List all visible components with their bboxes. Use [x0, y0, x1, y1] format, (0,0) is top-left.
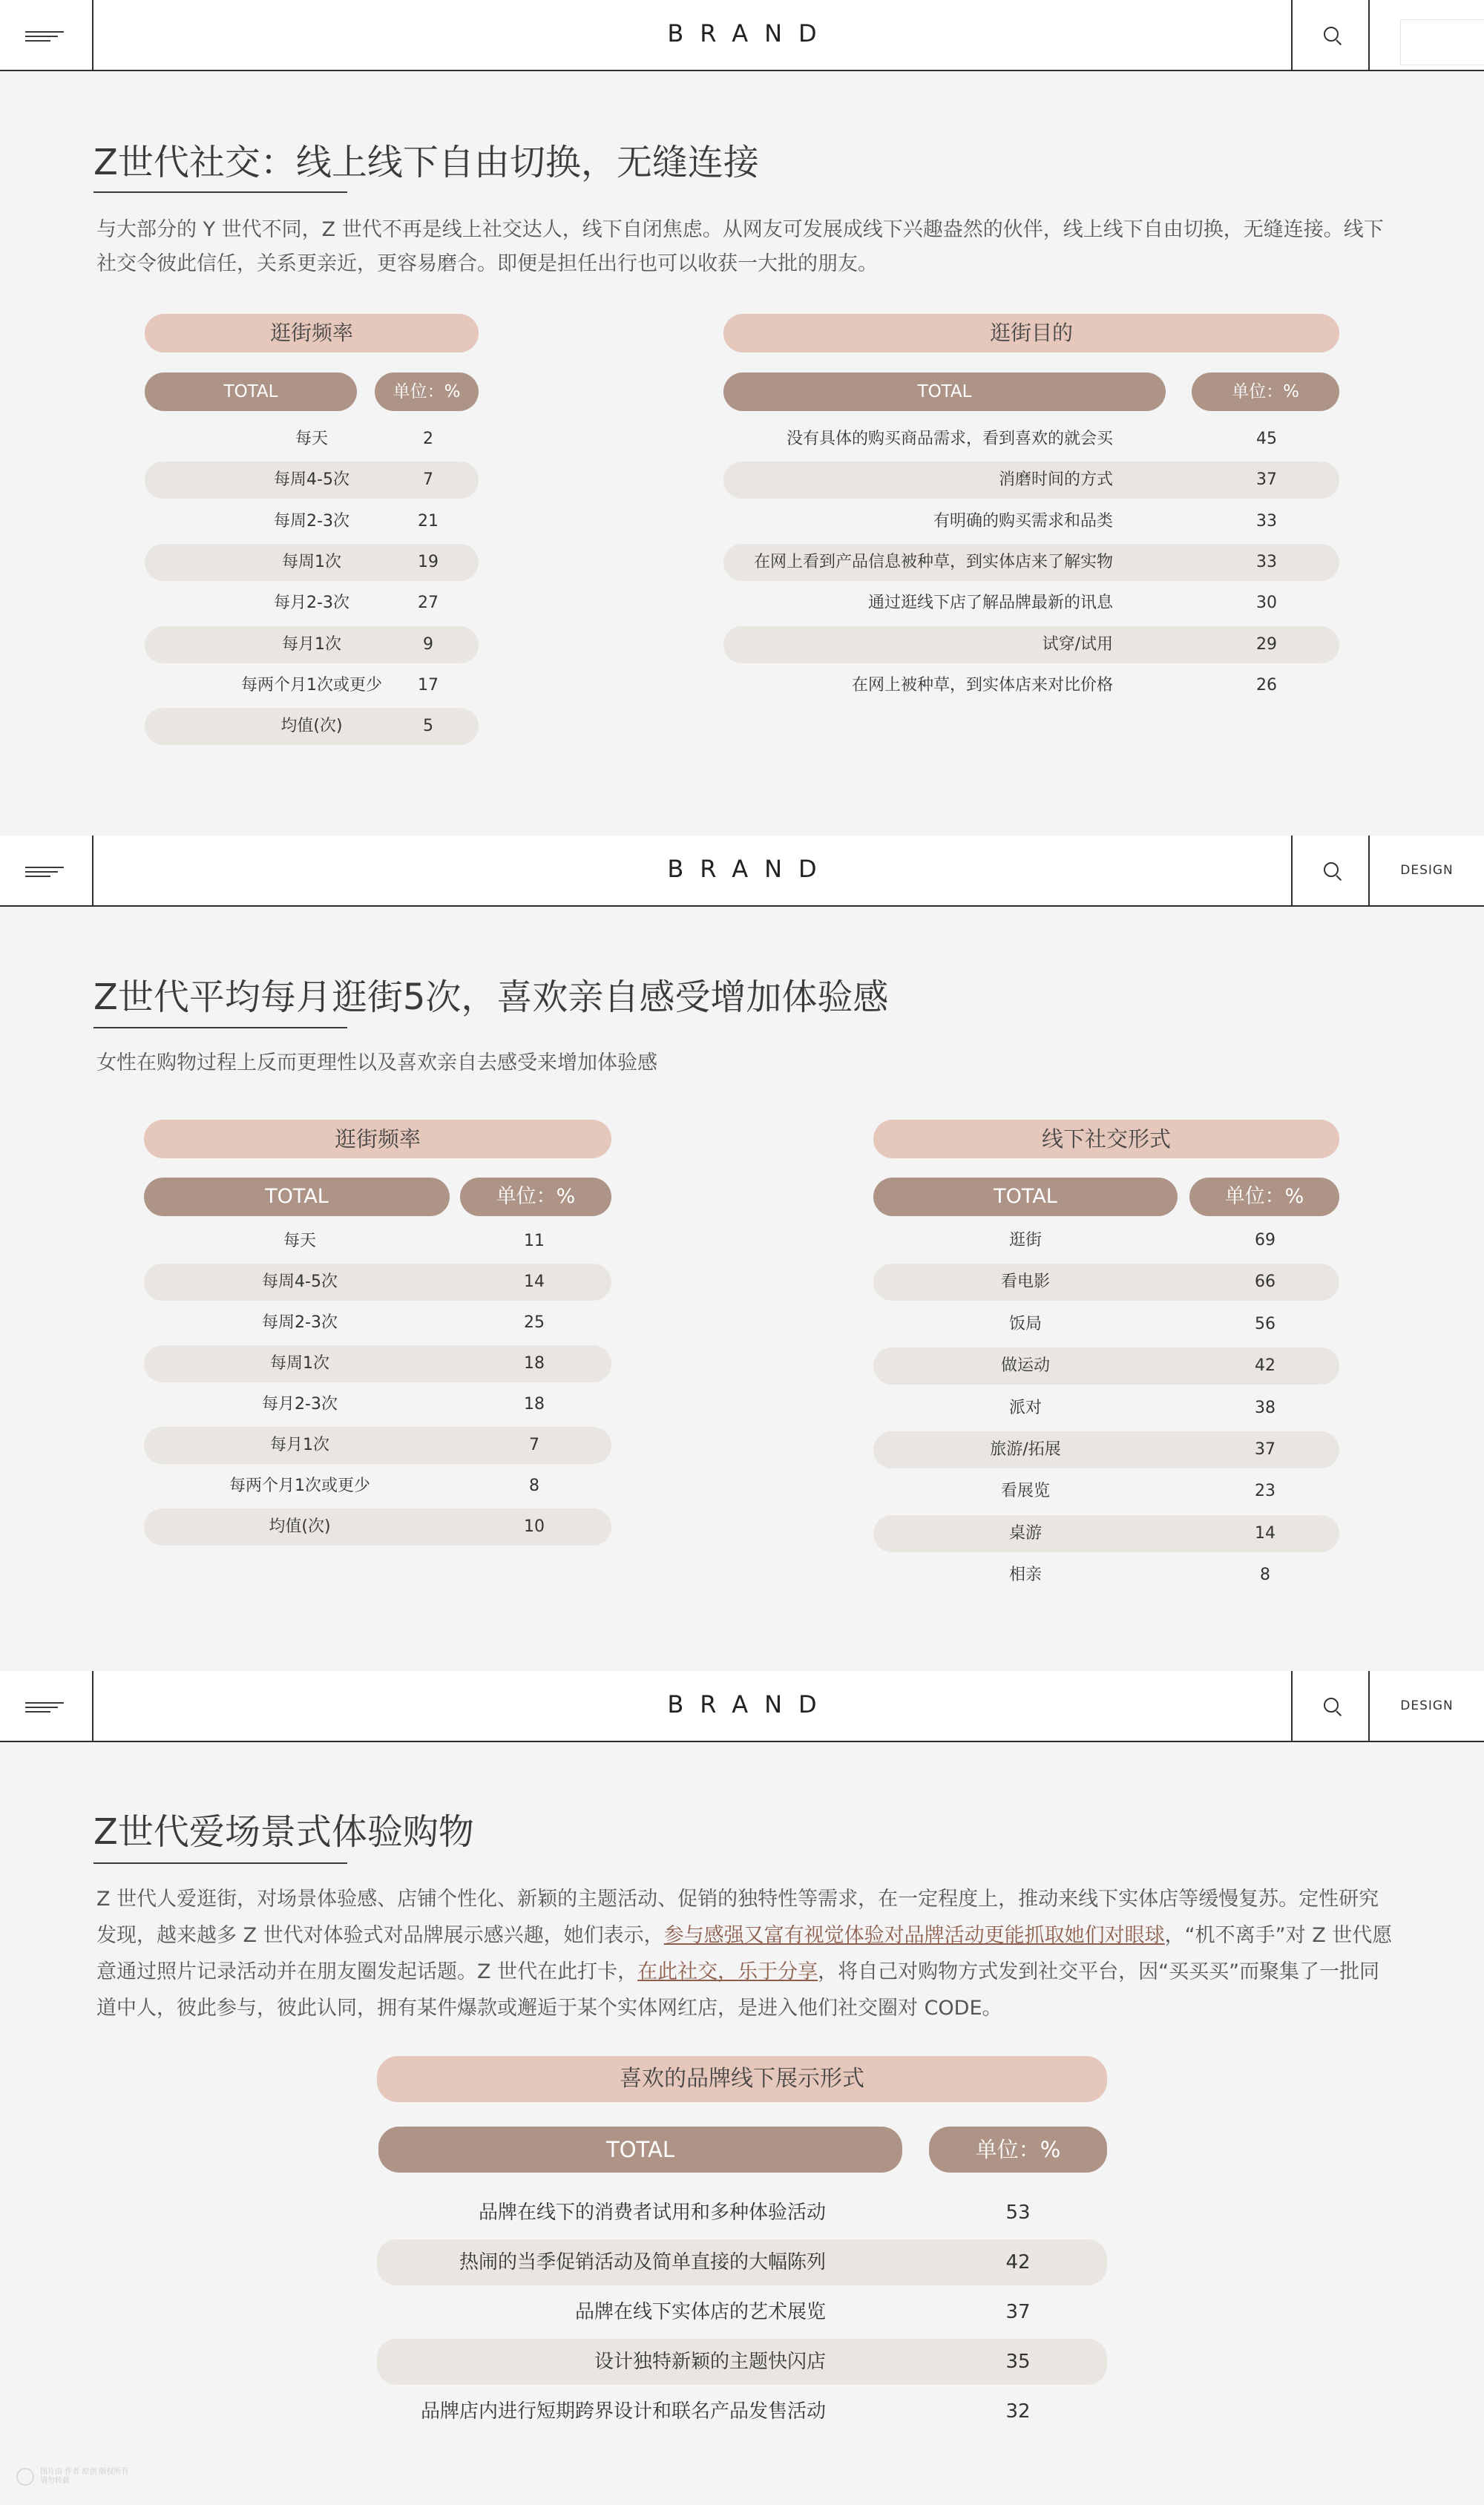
- section-title: Z世代平均每月逛街5次，喜欢亲自感受增加体验感: [93, 976, 889, 1018]
- search-button[interactable]: [1291, 835, 1370, 905]
- table-title: 逛街频率: [145, 314, 479, 352]
- row-label: 每月1次: [282, 635, 341, 654]
- table-row: [144, 1304, 611, 1342]
- row-label: 每两个月1次或更少: [229, 1477, 370, 1495]
- table-row: [144, 1508, 611, 1546]
- row-value: 10: [524, 1517, 545, 1536]
- table-row: [144, 1427, 611, 1464]
- paragraph-text: Z 世代人爱逛街，对场景体验感、店铺个性化、新颖的主题活动、促销的独特性等需求，在一定程度上，推动来线下实体店等缓慢复苏。定性研究发现，越来越多 Z 世代对体验式对品牌展示感兴趣，她们表示，: [96, 1888, 1379, 1947]
- row-value: 56: [1255, 1315, 1275, 1333]
- table-row: [144, 1468, 611, 1505]
- title-underline: [93, 1027, 347, 1028]
- row-value: 9: [423, 635, 433, 654]
- row-value: 33: [1256, 512, 1277, 531]
- title-underline: [93, 1862, 347, 1864]
- table-row: [723, 544, 1339, 581]
- section-paragraph: 女性在购物过程上反而更理性以及喜欢亲自去感受来增加体验感: [96, 1051, 657, 1074]
- col-header-total: TOTAL: [144, 1178, 450, 1216]
- row-label: 看电影: [1000, 1273, 1050, 1291]
- slide-2: [0, 835, 1484, 1670]
- search-button[interactable]: [1291, 1671, 1370, 1741]
- row-label: 品牌店内进行短期跨界设计和联名产品发售活动: [420, 2400, 826, 2423]
- table-row: [145, 667, 479, 704]
- row-label: 每周4-5次: [274, 470, 349, 489]
- table-row: [145, 544, 479, 581]
- row-label: 通过逛线下店了解品牌最新的讯息: [867, 594, 1113, 612]
- table-title: 线下社交形式: [873, 1120, 1339, 1158]
- row-value: 32: [1005, 2400, 1031, 2423]
- row-value: 25: [524, 1313, 545, 1332]
- row-value: 7: [529, 1436, 539, 1454]
- brand-logo: BRAND: [667, 19, 833, 47]
- footer-line: 请勿转载: [40, 2477, 70, 2485]
- table-row: [145, 421, 479, 458]
- row-value: 37: [1256, 470, 1277, 489]
- row-label: 在网上看到产品信息被种草，到实体店来了解实物: [753, 553, 1113, 571]
- row-value: 27: [418, 594, 439, 612]
- row-value: 53: [1005, 2202, 1031, 2224]
- col-header-unit: 单位：%: [460, 1178, 611, 1216]
- highlight-link[interactable]: 在此社交，乐于分享: [637, 1960, 818, 1983]
- table-row: [723, 667, 1339, 704]
- logo-icon: [16, 2468, 34, 2486]
- row-value: 18: [524, 1354, 545, 1373]
- slide-3: [0, 1671, 1484, 2505]
- top-nav-bar: [0, 1671, 1484, 1742]
- row-label: 每两个月1次或更少: [241, 676, 382, 695]
- row-label: 每周2-3次: [274, 512, 349, 531]
- footer-watermark: [16, 2468, 129, 2486]
- top-nav-bar: [0, 0, 1484, 71]
- row-value: 42: [1005, 2251, 1031, 2273]
- table-row: [377, 2289, 1107, 2335]
- table-row: [377, 2339, 1107, 2385]
- row-label: 每月2-3次: [274, 594, 349, 612]
- row-label: 均值(次): [280, 717, 343, 735]
- row-label: 没有具体的购买商品需求，看到喜欢的就会买: [786, 430, 1113, 448]
- search-button[interactable]: [1291, 0, 1370, 70]
- row-label: 每天: [295, 430, 328, 448]
- brand-logo: BRAND: [667, 1690, 833, 1718]
- paragraph-text: ，“机不离手”对 Z 世代愿意通过照片记录活动并在朋友圈发起话题。Z 世代在此打卡，: [96, 1924, 1393, 1983]
- table-row: [873, 1557, 1339, 1594]
- table-title: 逛街频率: [144, 1120, 611, 1158]
- row-label: 每月2-3次: [262, 1395, 338, 1414]
- row-value: 37: [1005, 2301, 1031, 2323]
- slide-1: [0, 0, 1484, 834]
- table-row: [144, 1345, 611, 1382]
- table-row: [144, 1223, 611, 1260]
- row-value: 26: [1256, 676, 1277, 695]
- table-row: [873, 1347, 1339, 1385]
- highlight-link[interactable]: 参与感强又富有视觉体验对品牌活动更能抓取她们对眼球: [663, 1924, 1165, 1947]
- table-row: [873, 1473, 1339, 1510]
- row-value: 2: [423, 430, 433, 448]
- row-label: 热闹的当季促销活动及简单直接的大幅陈列: [459, 2251, 826, 2273]
- table-row: [873, 1306, 1339, 1343]
- col-header-unit: 单位：%: [375, 372, 479, 411]
- row-label: 每月1次: [270, 1436, 329, 1454]
- table-row: [145, 462, 479, 499]
- table-row: [873, 1390, 1339, 1427]
- table-title: 喜欢的品牌线下展示形式: [377, 2056, 1107, 2102]
- col-header-total: TOTAL: [873, 1178, 1178, 1216]
- row-label: 有明确的购买需求和品类: [933, 512, 1113, 531]
- row-value: 29: [1256, 635, 1277, 654]
- row-value: 33: [1256, 553, 1277, 571]
- row-value: 42: [1255, 1356, 1275, 1375]
- table-row: [723, 503, 1339, 540]
- row-label: 品牌在线下的消费者试用和多种体验活动: [478, 2202, 826, 2224]
- table-row: [145, 503, 479, 540]
- design-link[interactable]: DESIGN: [1400, 863, 1454, 878]
- row-label: 每周2-3次: [262, 1313, 338, 1332]
- table-row: [144, 1264, 611, 1301]
- row-value: 23: [1255, 1482, 1275, 1500]
- section-title: Z世代社交：线上线下自由切换，无缝连接: [93, 142, 759, 183]
- table-title: 逛街目的: [723, 314, 1339, 352]
- row-value: 8: [529, 1477, 539, 1495]
- row-label: 逛街: [1008, 1231, 1042, 1250]
- row-value: 35: [1005, 2351, 1031, 2373]
- row-label: 在网上被种草，到实体店来对比价格: [851, 676, 1113, 695]
- row-label: 相亲: [1008, 1566, 1042, 1584]
- table-row: [723, 462, 1339, 499]
- table-row: [145, 708, 479, 745]
- row-label: 桌游: [1008, 1524, 1042, 1543]
- table-row: [873, 1264, 1339, 1301]
- row-value: 5: [423, 717, 433, 735]
- col-header-total: TOTAL: [145, 372, 357, 411]
- row-value: 14: [524, 1273, 545, 1291]
- table-row: [723, 626, 1339, 663]
- table-row: [377, 2389, 1107, 2435]
- col-header-unit: 单位：%: [1189, 1178, 1339, 1216]
- row-label: 旅游/拓展: [990, 1440, 1061, 1459]
- table-row: [873, 1431, 1339, 1468]
- row-label: 看展览: [1000, 1482, 1050, 1500]
- row-value: 11: [524, 1232, 545, 1250]
- row-label: 每周4-5次: [262, 1273, 338, 1291]
- row-value: 69: [1255, 1231, 1275, 1250]
- row-value: 66: [1255, 1273, 1275, 1291]
- row-label: 每周1次: [282, 553, 341, 571]
- design-link[interactable]: DESIGN: [1400, 1698, 1454, 1713]
- col-header-unit: 单位：%: [1192, 372, 1339, 411]
- row-value: 7: [423, 470, 433, 489]
- row-label: 品牌在线下实体店的艺术展览: [574, 2301, 826, 2323]
- table-row: [377, 2239, 1107, 2285]
- blank-panel: [1401, 20, 1484, 65]
- row-label: 做运动: [1000, 1356, 1050, 1375]
- col-header-total: TOTAL: [723, 372, 1166, 411]
- table-row: [145, 585, 479, 622]
- row-value: 37: [1255, 1440, 1275, 1459]
- row-label: 消磨时间的方式: [998, 470, 1113, 489]
- row-value: 19: [418, 553, 439, 571]
- table-row: [873, 1222, 1339, 1259]
- paragraph-text: ，将自己对购物方式发到社交平台，因“买买买”而聚集了一批同道中人，彼此参与，彼此认同，拥有某件爆款或邂逅于某个实体网红店，是进入他们社交圈对 CODE。: [96, 1960, 1380, 2020]
- table-row: [145, 626, 479, 663]
- row-value: 21: [418, 512, 439, 531]
- row-value: 18: [524, 1395, 545, 1414]
- row-value: 8: [1260, 1566, 1270, 1584]
- table-row: [723, 585, 1339, 622]
- row-label: 均值(次): [269, 1517, 331, 1536]
- top-nav-bar: [0, 835, 1484, 907]
- table-row: [723, 421, 1339, 458]
- section-title: Z世代爱场景式体验购物: [93, 1811, 474, 1853]
- col-header-unit: 单位：%: [929, 2127, 1107, 2173]
- table-row: [377, 2190, 1107, 2236]
- section-paragraph: 与大部分的 Y 世代不同，Z 世代不再是线上社交达人，线下自闭焦虑。从网友可发展成线下兴趣盎然的伙伴，线上线下自由切换，无缝连接。线下社交令彼此信任，关系更亲近，更容易磨合。即便是担任出行也可以收获一大批的朋友。: [96, 218, 1384, 275]
- row-label: 派对: [1008, 1399, 1042, 1417]
- row-value: 30: [1256, 594, 1277, 612]
- col-header-total: TOTAL: [378, 2127, 902, 2173]
- row-value: 45: [1256, 430, 1277, 448]
- row-label: 试穿/试用: [1042, 635, 1113, 654]
- row-value: 14: [1255, 1524, 1275, 1543]
- row-value: 38: [1255, 1399, 1275, 1417]
- brand-logo: BRAND: [667, 855, 833, 883]
- footer-line: 图片由 作者 原创 版权所有: [40, 2468, 129, 2476]
- title-underline: [93, 191, 347, 193]
- row-label: 饭局: [1008, 1315, 1042, 1333]
- table-row: [873, 1515, 1339, 1552]
- table-row: [144, 1386, 611, 1423]
- section-paragraph: [96, 1881, 1395, 2026]
- row-label: 设计独特新颖的主题快闪店: [594, 2351, 826, 2373]
- row-label: 每周1次: [270, 1354, 329, 1373]
- row-label: 每天: [283, 1232, 316, 1250]
- row-value: 17: [418, 676, 439, 695]
